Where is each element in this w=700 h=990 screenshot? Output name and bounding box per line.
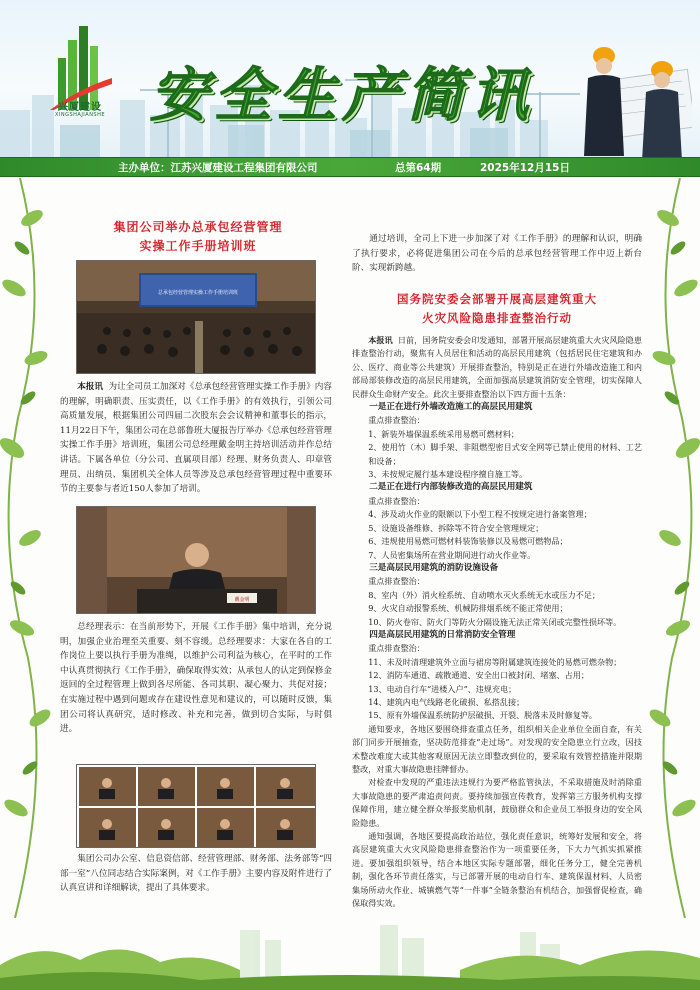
section-list-item: 11、未及时清理建筑外立面与裙房等附属建筑连接处的易燃可燃杂物； — [368, 656, 622, 667]
article2-title — [352, 290, 642, 328]
speakers-photo-grid — [76, 764, 316, 848]
section-list-item: 12、消防车通道、疏散通道、安全出口被封闭、堵塞、占用； — [368, 670, 589, 681]
article2-lead: 本报讯 — [368, 335, 393, 345]
article1-continuation — [352, 232, 642, 276]
article1-title — [70, 218, 326, 256]
masthead-banner — [0, 0, 700, 160]
section-heading: 一是正在进行外墙改造施工的高层民用建筑 — [369, 402, 533, 413]
article1-title-line1: 集团公司举办总承包经营管理 — [113, 220, 283, 234]
article2-notice-paragraph: 通知要求，各地区要围绕排查重点任务，组织相关企业单位全面自查，有关部门同步开展抽查，坚决防范排查“走过场”。对发现的安全隐患立行立改，因技术整改难度大或其他客观原因无法立即整改到位的，要采取有效管控措施并限期整改，对重大事故隐患挂牌督办。 — [352, 723, 642, 774]
speaker-photo — [76, 506, 316, 614]
article1-body-3 — [60, 852, 332, 896]
section-list-item: 14、建筑内电气线路老化破损、私搭乱接； — [368, 696, 525, 707]
article2-title-line1: 国务院安委会部署开展高层建筑重大 — [397, 292, 597, 306]
article2-intro — [352, 334, 642, 401]
section-list-item: 9、火灾自动报警系统、机械防排烟系统不能正常使用； — [368, 603, 568, 614]
section-list-item: 15、原有外墙保温系统防护层破损、开裂、脱落未及时修复等。 — [368, 710, 598, 721]
left-vine-decoration — [0, 178, 60, 918]
article1-body — [60, 380, 332, 497]
footer-grass-decoration — [0, 910, 700, 990]
article1-paragraph-3: 集团公司办公室、信息资信部、经营管理部、财务部、法务部等“四部一室”八位同志结合实际案例，对《工作手册》主要内容及附件进行了认真宣讲和详细解读，提出了具体要求。 — [60, 854, 332, 894]
article1-paragraph-1-text: 为让全司员工加深对《总承包经营管理实操工作手册》内容的理解，明确职责、压实责任，以《工作手册》的有效执行，引领公司高质量发展，根据集团公司四届二次股东会会议精神和董事长的指示，11月22日下午，集团公司在总部鲁班大厦报告厅举办《总承包经营管理实操工作手册》培训班，集团公司总经理戴金明主持培训活动并作总结讲话。下属各单位（分公司、直属项目部）经理、财务负责人、印章管理员、出纳员、集团机关全体人员等涉及总承包经营管理过程中重要环节的主要参与者近150人参加了培训。 — [60, 382, 332, 495]
article1-paragraph-1 — [60, 380, 332, 497]
section-list-item: 13、电动自行车“进楼入户”、违规充电； — [368, 683, 517, 694]
speaker-nameplate-text: 戴金明 — [234, 597, 250, 603]
section-list-item: 10、防火卷帘、防火门等防火分隔设施无法正常关闭或完整性损坏等。 — [368, 616, 622, 627]
workers-illustration — [562, 36, 692, 160]
section-list-item: 5、设施设备维修、拆除等不符合安全管理规定； — [368, 522, 544, 533]
section-focus-label: 重点排查整治： — [368, 643, 425, 654]
article1-body-2 — [60, 620, 332, 737]
masthead-title: 安全生产简讯 — [150, 61, 535, 129]
issue-info-bar — [0, 157, 700, 177]
section-focus-label: 重点排查整治： — [368, 495, 425, 506]
issue-date: 2025年12月15日 — [480, 162, 570, 174]
article2-title-line2: 火灾风险隐患排查整治行动 — [422, 311, 572, 325]
section-heading: 二是正在进行内部装修改造的高层民用建筑 — [369, 482, 533, 493]
article1-paragraph-2: 总经理表示：在当前形势下，开展《工作手册》集中培训，充分说明，加强企业治理至关重要、刻不容缓。总经理要求：大家在各自的工作岗位上要以执行手册为准绳，以维护公司利益为核心，在平时的工作中认真贯彻执行《工作手册》，确保取得实效；从承包人的认定到保修金返回的全过程管理上做到各尽所能、各司其职、凝心聚力、共促对接；在实施过程中遇到问题或存在建设性意见和建议的，可以随时反馈，集团公司将认真研究，适时修改、补充和完善，做到切合实际，与时俱进。 — [60, 622, 332, 735]
section-list-item: 3、未按规定履行基本建设程序擅自施工等。 — [368, 469, 528, 480]
article2-org-paragraph: 通知强调，各地区要提高政治站位，强化责任意识，统筹好发展和安全，将高层建筑重大火灾风险隐患排查整治作为一项重要任务，下大力气抓实抓紧推进。要加强组织领导，结合本地区实际专题部署，细化任务分工，健全完善机制，强化各环节责任落实，与已部署开展的电动自行车、建筑保温材料、人员密集场所动火作业、城镇燃气等“一件事”全链条整治有机结合，加强督促检查，确保取得实效。 — [352, 831, 642, 909]
article1-title-line2: 实操工作手册培训班 — [139, 239, 257, 253]
host-organization: 主办单位：江苏兴厦建设工程集团有限公司 — [118, 162, 318, 174]
training-hall-photo — [76, 260, 316, 374]
article2-check-paragraph: 对检查中发现的严重违法违规行为要严格监管执法，不采取措施及时消除重大事故隐患的要严肃追责问责。要持续加强宣传教育，发挥第三方服务机构支撑保障作用，建立健全群众举报奖励机制，鼓励群众和企业员工举报身边的安全风险隐患。 — [352, 777, 642, 828]
section-list-item: 2、使用竹（木）脚手架、非阻燃型密目式安全网等已禁止使用的材料、工艺和设备； — [368, 442, 642, 466]
section-list-item: 4、涉及动火作业的限额以下小型工程不按规定进行备案管理； — [368, 509, 592, 520]
article2-body — [352, 334, 642, 910]
right-vine-decoration — [640, 178, 700, 918]
section-list-item: 6、违规使用易燃可燃材料装饰装修以及易燃可燃物品； — [368, 536, 568, 547]
article1-paragraph-4: 通过培训，全司上下进一步加深了对《工作手册》的理解和认识，明确了执行要求，必将促进集团公司在今后的总承包经营管理工作中迈上新台阶、实现新跨越。 — [352, 234, 642, 274]
article2-intro-text: 日前，国务院安委会印发通知，部署开展高层建筑重大火灾风险隐患排查整治行动，聚焦有人员居住和活动的高层民用建筑（包括居民住宅建筑和办公、医疗、商业等公共建筑）开展排查整治，特别是正在进行外墙改造施工和内部局部装修改造的高层民用建筑，全面加强高层建筑消防安全管理，切实保障人民群众生命财产安全。此次主要排查整治以下四方面十五条： — [352, 335, 642, 399]
issue-number: 总第64期 — [395, 162, 442, 174]
section-heading: 三是高层民用建筑的消防设施设备 — [369, 562, 499, 573]
section-heading: 四是高层民用建筑的日常消防安全管理 — [369, 629, 516, 640]
section-focus-label: 重点排查整治： — [368, 415, 425, 426]
article2-sections — [352, 401, 642, 723]
training-hall-image — [77, 261, 316, 374]
logo-subtitle: XINGSHAJIANSHE — [54, 112, 106, 118]
logo-name: 兴厦建设 — [58, 102, 102, 113]
section-focus-label: 重点排查整治： — [368, 576, 425, 587]
article1-lead: 本报讯 — [77, 382, 103, 392]
section-list-item: 1、新装外墙保温系统采用易燃可燃材料； — [368, 428, 520, 439]
speaker-image — [77, 507, 316, 614]
section-list-item: 8、室内（外）消火栓系统、自动喷水灭火系统无水或压力不足； — [368, 589, 600, 600]
speakers-grid-image — [77, 765, 316, 848]
section-list-item: 7、人员密集场所在营业期间进行动火作业等。 — [368, 549, 536, 560]
training-hall-screen-text: 总承包经营管理实操工作手册培训班 — [157, 290, 239, 296]
